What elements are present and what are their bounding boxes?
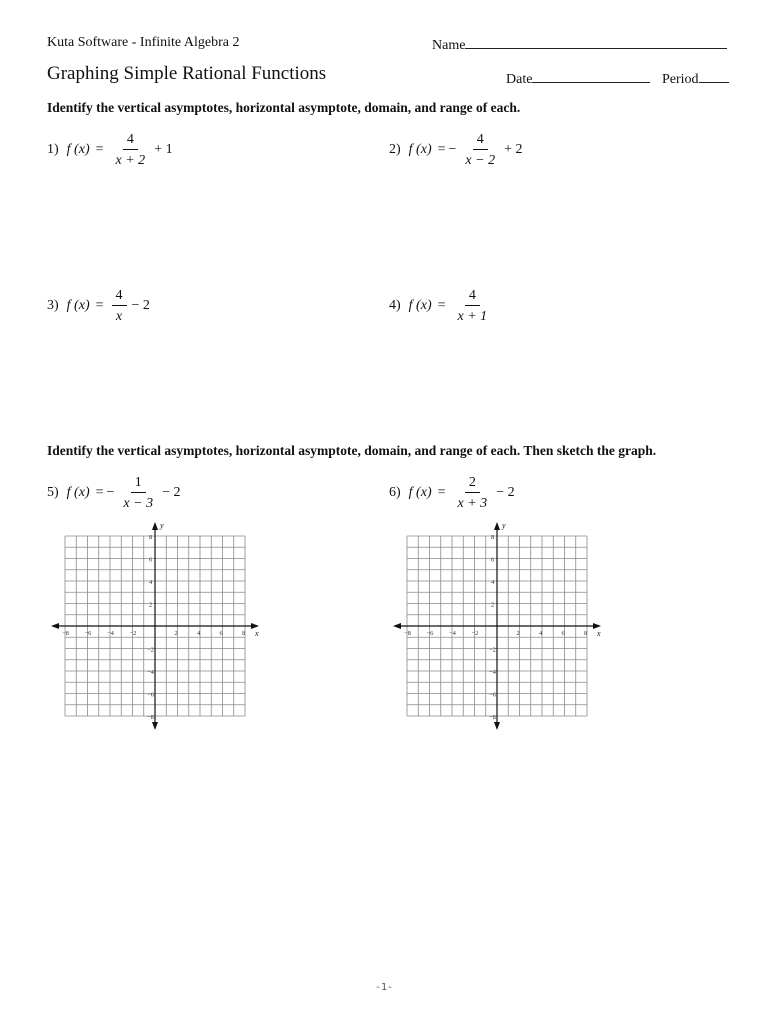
- x-tick-label: 4: [539, 630, 543, 637]
- x-tick-label: −8: [404, 630, 411, 637]
- constant-term: + 2: [504, 142, 523, 157]
- name-blank[interactable]: [465, 35, 727, 49]
- problem-number: 4): [389, 298, 401, 313]
- problem-1: [47, 131, 173, 169]
- name-label: Name: [432, 38, 466, 53]
- equals-sign: =: [437, 485, 446, 500]
- y-tick-label: 6: [491, 556, 495, 564]
- y-tick-label: −4: [489, 669, 496, 676]
- x-tick-label: 6: [561, 630, 565, 637]
- x-tick-label: −8: [62, 630, 69, 637]
- denominator: x + 3: [457, 496, 488, 511]
- problem-4: [389, 287, 496, 325]
- period-field[interactable]: [662, 69, 729, 88]
- date-field[interactable]: [506, 69, 650, 88]
- denominator: x + 2: [115, 153, 146, 168]
- y-tick-label: 4: [149, 579, 153, 586]
- problem-2: [389, 131, 523, 169]
- problem-number: 2): [389, 142, 401, 157]
- x-tick-label: −6: [426, 630, 434, 637]
- x-tick-label: −2: [471, 630, 479, 637]
- y-axis-arrow-down: [152, 722, 158, 730]
- y-tick-label: −8: [489, 714, 496, 721]
- problem-number: 6): [389, 485, 401, 500]
- page-number: -1-: [374, 982, 394, 993]
- fraction: [454, 474, 492, 512]
- x-tick-label: 6: [219, 630, 223, 637]
- y-axis-label: y: [160, 521, 164, 530]
- graph-problem-6[interactable]: [389, 518, 609, 736]
- coordinate-grid[interactable]: [47, 518, 267, 736]
- y-axis-arrow-up: [494, 522, 500, 530]
- equals-sign: =: [437, 142, 446, 157]
- problem-3: [47, 287, 150, 325]
- constant-term: − 2: [131, 298, 150, 313]
- numerator: 4: [473, 131, 488, 150]
- x-axis-arrow-left: [393, 623, 401, 629]
- equals-sign: =: [437, 298, 446, 313]
- y-axis-arrow-down: [494, 722, 500, 730]
- y-tick-label: −6: [489, 691, 496, 699]
- graph-problem-5[interactable]: [47, 518, 267, 736]
- numerator: 1: [131, 474, 146, 493]
- section1-instructions: Identify the vertical asymptotes, horizontal asymptote, domain, and range of each.: [47, 100, 521, 115]
- x-tick-label: −2: [129, 630, 137, 637]
- y-tick-label: 2: [491, 601, 495, 609]
- x-tick-label: 8: [242, 630, 246, 637]
- date-blank[interactable]: [532, 69, 650, 83]
- fraction: [461, 131, 499, 169]
- fraction: [454, 287, 492, 325]
- y-tick-label: −4: [147, 669, 154, 676]
- function-lhs: f (x): [408, 485, 432, 500]
- y-tick-label: −6: [147, 691, 154, 699]
- fraction: [112, 131, 150, 169]
- numerator: 2: [465, 474, 480, 493]
- function-lhs: f (x): [66, 485, 90, 500]
- coordinate-grid[interactable]: [389, 518, 609, 736]
- function-lhs: f (x): [408, 142, 432, 157]
- y-axis-arrow-up: [152, 522, 158, 530]
- leading-sign: −: [448, 142, 457, 157]
- denominator: x − 3: [123, 496, 154, 511]
- fraction: [119, 474, 157, 512]
- x-axis-label: x: [255, 629, 259, 638]
- x-tick-label: 2: [516, 630, 520, 637]
- function-lhs: f (x): [66, 142, 90, 157]
- equals-sign: =: [95, 485, 104, 500]
- leading-sign: −: [106, 485, 115, 500]
- x-tick-label: 4: [197, 630, 201, 637]
- fraction: [112, 287, 127, 325]
- denominator: x − 2: [465, 153, 496, 168]
- function-lhs: f (x): [66, 298, 90, 313]
- y-axis-label: y: [502, 521, 506, 530]
- period-blank[interactable]: [699, 69, 729, 83]
- numerator: 4: [465, 287, 480, 306]
- x-axis-label: x: [597, 629, 601, 638]
- y-tick-label: −2: [147, 646, 154, 654]
- denominator: x: [115, 309, 123, 324]
- constant-term: − 2: [496, 485, 515, 500]
- date-label: Date: [506, 72, 533, 87]
- problem-number: 3): [47, 298, 59, 313]
- y-tick-label: 8: [491, 534, 495, 541]
- problem-6: [389, 474, 515, 512]
- section2-instructions: Identify the vertical asymptotes, horizontal asymptote, domain, and range of each. Then sketch the graph.: [47, 443, 657, 458]
- problem-number: 1): [47, 142, 59, 157]
- x-tick-label: −4: [107, 630, 114, 637]
- x-tick-label: −6: [84, 630, 92, 637]
- y-tick-label: 6: [149, 556, 153, 564]
- x-tick-label: 8: [584, 630, 588, 637]
- function-lhs: f (x): [408, 298, 432, 313]
- page-title: Graphing Simple Rational Functions: [47, 63, 327, 84]
- x-tick-label: 2: [174, 630, 178, 637]
- equals-sign: =: [95, 142, 104, 157]
- equals-sign: =: [95, 298, 104, 313]
- x-axis-arrow-left: [51, 623, 59, 629]
- y-tick-label: 2: [149, 601, 153, 609]
- problem-number: 5): [47, 485, 59, 500]
- name-field[interactable]: [432, 35, 727, 54]
- constant-term: − 2: [162, 485, 181, 500]
- y-tick-label: −2: [489, 646, 496, 654]
- constant-term: + 1: [154, 142, 173, 157]
- y-tick-label: 4: [491, 579, 495, 586]
- x-tick-label: −4: [449, 630, 456, 637]
- period-label: Period: [662, 72, 699, 87]
- y-tick-label: 8: [149, 534, 153, 541]
- publisher-label: Kuta Software - Infinite Algebra 2: [47, 35, 240, 50]
- problem-5: [47, 474, 181, 512]
- numerator: 4: [112, 287, 127, 306]
- numerator: 4: [123, 131, 138, 150]
- denominator: x + 1: [457, 309, 488, 324]
- y-tick-label: −8: [147, 714, 154, 721]
